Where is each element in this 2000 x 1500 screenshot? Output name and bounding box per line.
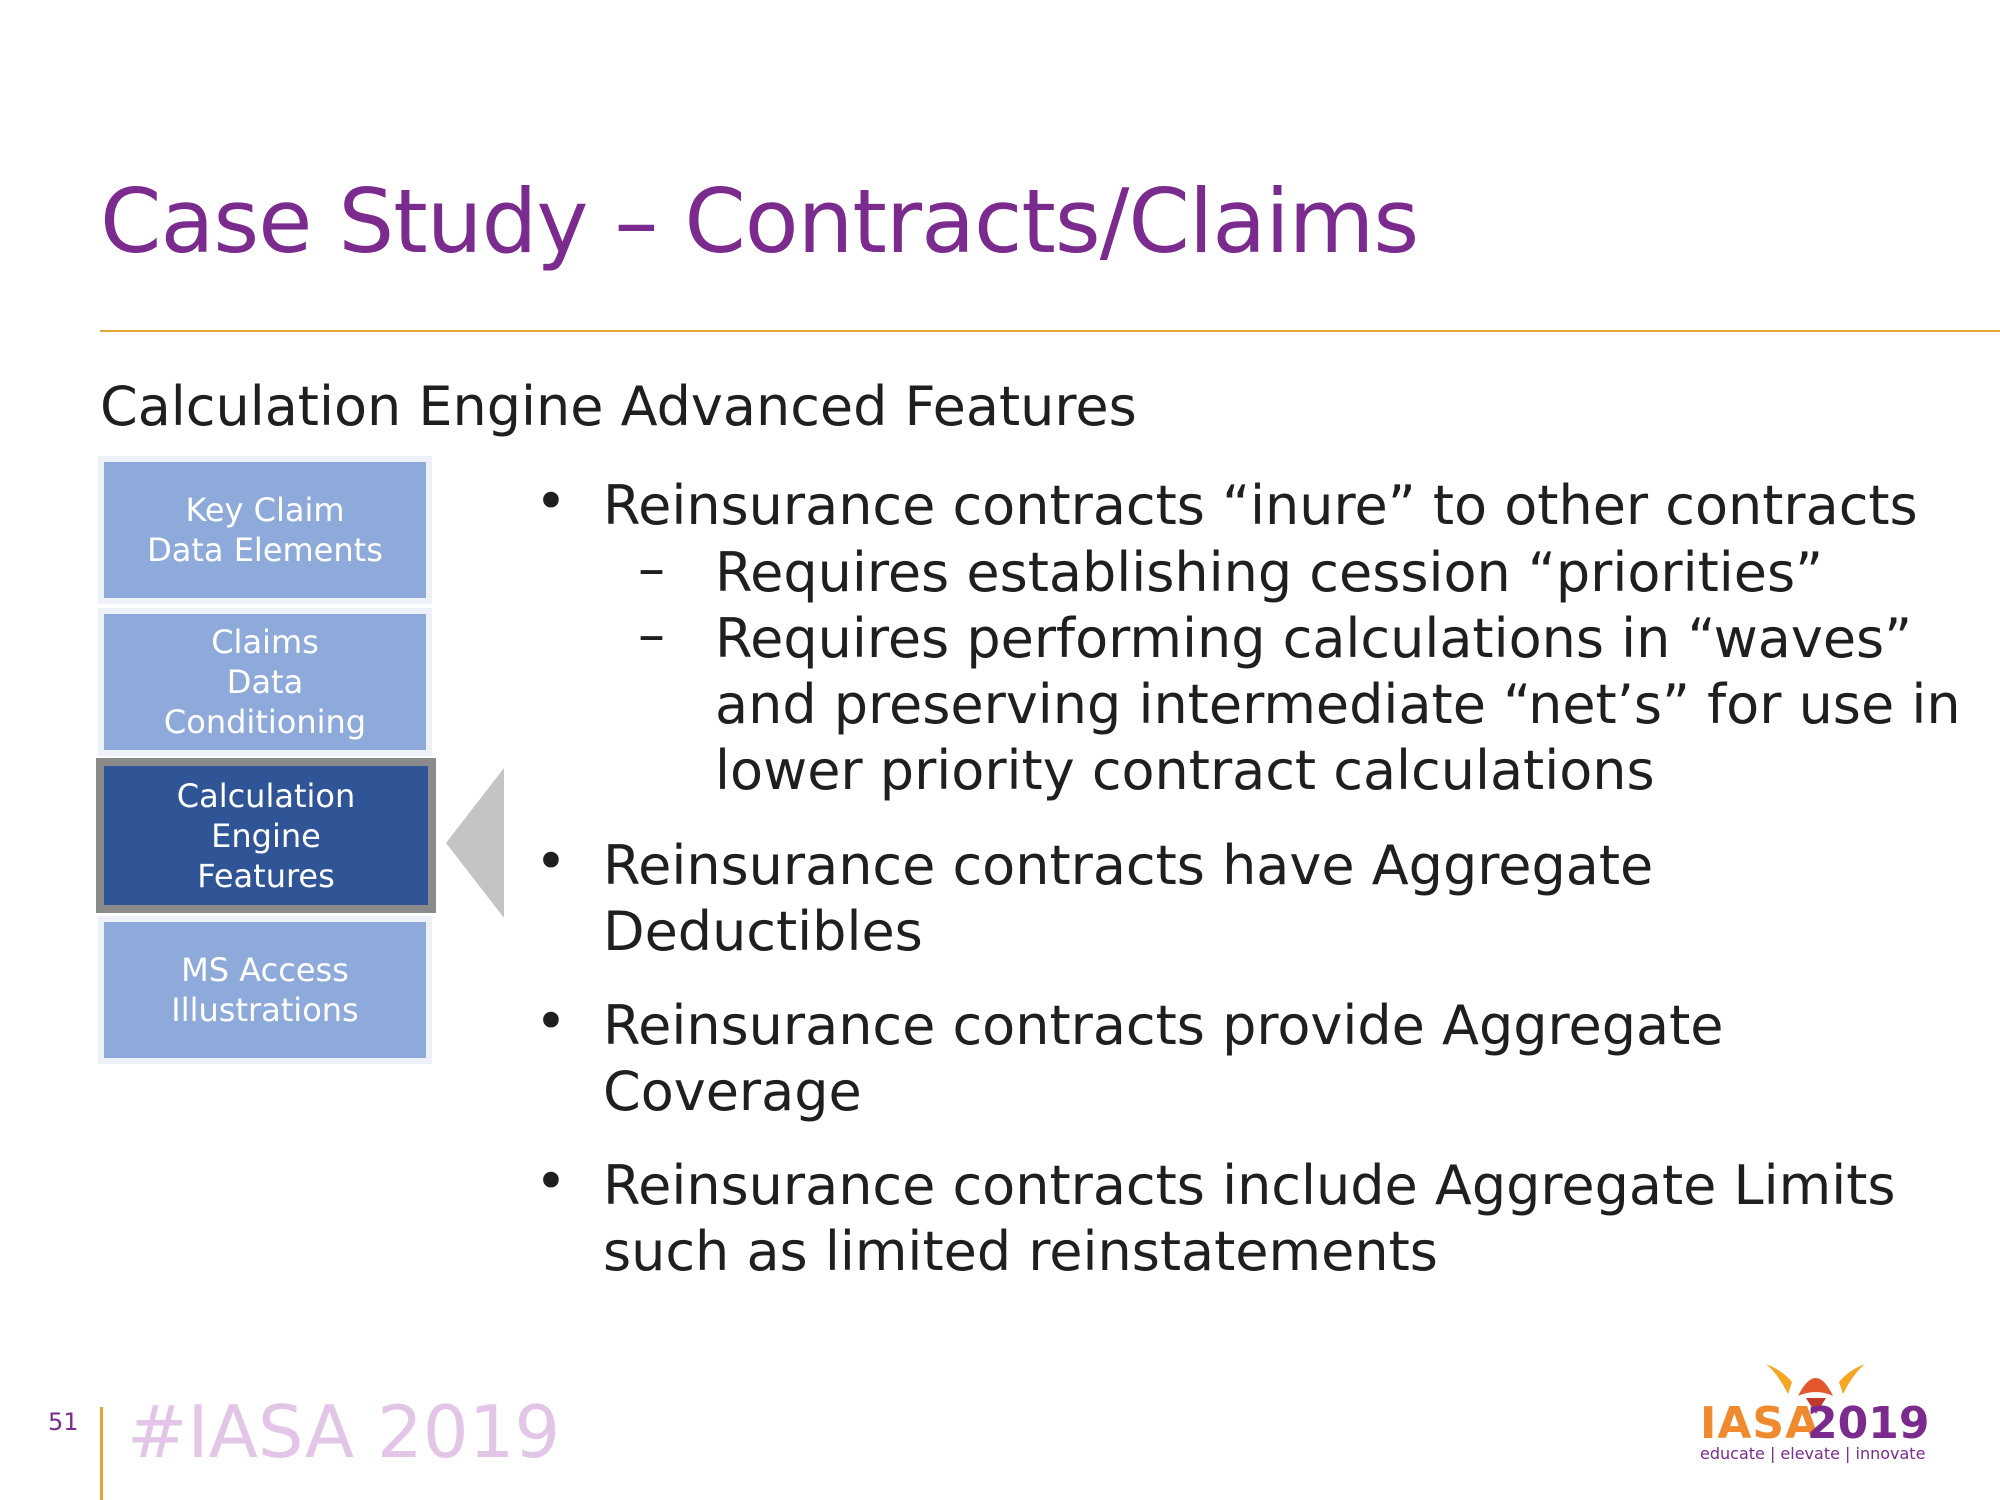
bullet-icon: • xyxy=(535,470,567,533)
logo-year: 2019 xyxy=(1807,1398,1930,1449)
title-divider xyxy=(100,330,2000,332)
bullet-1-sub-1: Requires establishing cession “priorities” xyxy=(715,541,1824,604)
page-number: 51 xyxy=(48,1408,79,1436)
logo-tagline: educate | elevate | innovate xyxy=(1700,1444,1926,1463)
bullet-1-sub-2: Requires performing calculations in “waves” and preserving intermediate “net’s” for use in lower priority contract calculations xyxy=(715,607,1961,802)
nav-item-key-claim-data-elements[interactable] xyxy=(98,456,432,604)
nav-item-ms-access-illustrations[interactable] xyxy=(98,916,432,1064)
nav-item-label: Claims Data Conditioning xyxy=(163,623,367,741)
nav-item-calculation-engine-features[interactable] xyxy=(96,758,436,913)
event-hashtag: #IASA 2019 xyxy=(127,1390,561,1474)
nav-item-claims-data-conditioning[interactable] xyxy=(98,608,432,756)
bullet-1: Reinsurance contracts “inure” to other contracts xyxy=(603,474,1918,537)
bullet-2: Reinsurance contracts have Aggregate Deductibles xyxy=(603,834,1654,963)
footer-divider xyxy=(100,1407,103,1500)
dash-icon: – xyxy=(638,603,665,666)
nav-item-label: Calculation Engine Features xyxy=(176,776,356,895)
nav-item-label: Key Claim Data Elements xyxy=(147,491,383,569)
nav-item-label: MS Access Illustrations xyxy=(171,951,359,1029)
bullet-3: Reinsurance contracts provide Aggregate Coverage xyxy=(603,994,1724,1123)
active-pointer-arrow-icon xyxy=(446,768,504,918)
slide-subtitle: Calculation Engine Advanced Features xyxy=(100,375,1137,438)
logo-acronym: IASA xyxy=(1700,1398,1821,1449)
dash-icon: – xyxy=(638,537,665,600)
bullet-icon: • xyxy=(535,1150,567,1213)
bullet-icon: • xyxy=(535,990,567,1053)
bullet-4: Reinsurance contracts include Aggregate Limits such as limited reinstatements xyxy=(603,1154,1896,1283)
bullet-icon: • xyxy=(535,830,567,893)
slide-title: Case Study – Contracts/Claims xyxy=(100,170,1419,273)
